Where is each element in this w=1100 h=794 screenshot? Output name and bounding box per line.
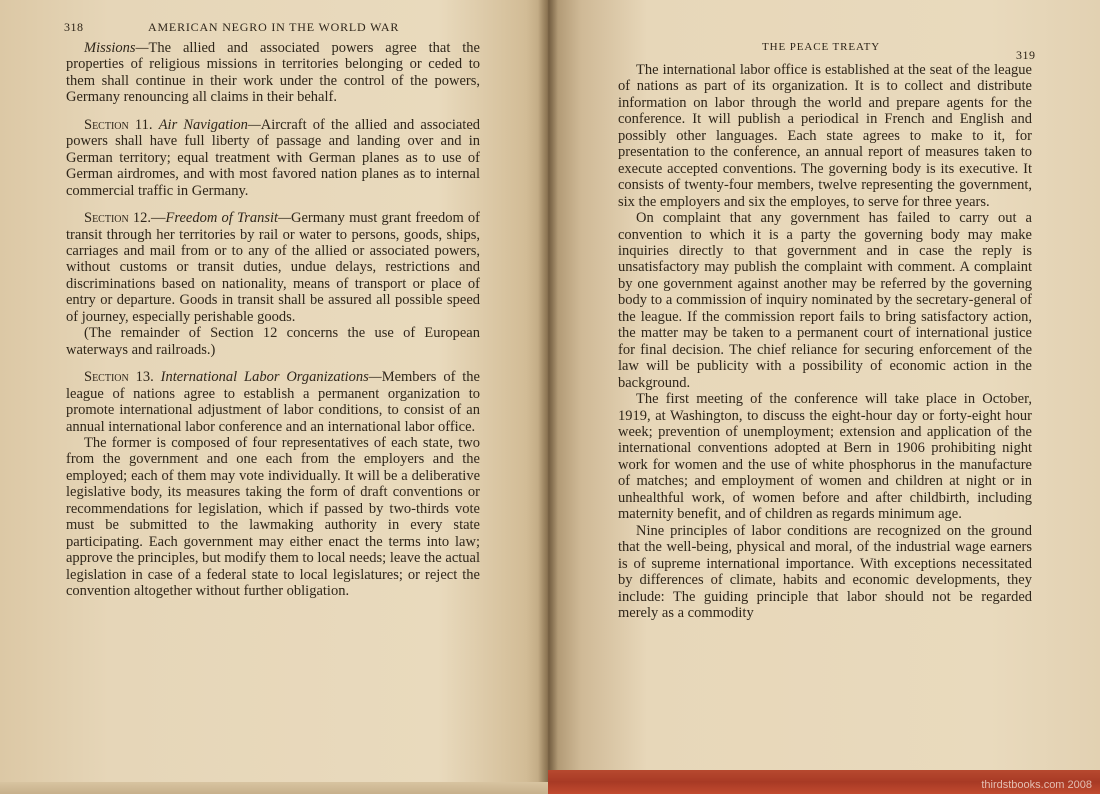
paragraph-first-meeting [618, 391, 1032, 523]
paragraph-section-12-remainder [66, 325, 480, 358]
paragraph-labor-office [618, 62, 1032, 210]
paragraph-text: On complaint that any government has failed to carry out a convention to which it is a party the governing body may make inquiries directly to that government and in case the reply is unsatisfactory may publish the complaint with comment. A complaint by one government against another may be referred by the governing body to a commission of inquiry nominated by the secretary-general of the league. If the commission report fails to bring satisfactory action, the matter may be taken to a permanent court of international justice for final decision. The chief reliance for securing enforcement of the law will be publicity with a possibility of economic action in the background. [618, 210, 1032, 391]
section-heading: International Labor Organizations— [160, 369, 382, 386]
section-label: Section 12.— [84, 210, 166, 227]
section-heading: Missions— [84, 40, 149, 56]
left-running-head: AMERICAN NEGRO IN THE WORLD WAR [148, 20, 400, 34]
paragraph-text: The international labor office is established at the seat of the league of nations as part of its organization. It is to collect and distribute information on labor through the world and prepare agents for the conference. It will publish a periodical in French and English and possibly other languages. Each state agrees to make to it, for presentation to the conference, an annual report of measures taken to execute accepted conventions. The governing body is its executive. It consists of twenty-four members, twelve representing the government, six the employers and six the employes, to serve for three years. [618, 62, 1032, 210]
paragraph-section-13 [66, 369, 480, 435]
paragraph-text: (The remainder of Section 12 concerns the use of European waterways and railroads.) [66, 325, 480, 358]
paragraph-missions [66, 40, 480, 106]
left-page-body [66, 40, 480, 600]
paragraph-text: The former is composed of four representatives of each state, two from the government and one each from the employers and the employed; each of them may vote individually. It will be a deliberative legislative body, its measures taking the form of draft conventions or recommendations for legislation, which if passed by two-thirds vote must be submitted to the lawmaking authority in every state participating. Each government may either enact the terms into law; approve the principles, but modify them to local needs; leave the actual legislation in case of a federal state to local legislatures; or reject the convention altogether without further obligation. [66, 434, 480, 600]
paragraph-text: The first meeting of the conference will take place in October, 1919, at Washington, to discuss the eight-hour day or forty-eight hour week; prevention of unemployment; extension and application of the international conventions adopted at Bern in 1906 prohibiting night work for women and the use of white phosphorus in the manufacture of matches; and employment of women and children at night or in unhealthful work, of women before and after childbirth, including maternity benefit, and of children as regards minimum age. [618, 391, 1032, 523]
paragraph-text: Germany must grant freedom of transit through her territories by rail or water to persons, goods, ships, carriages and mail from or to any of the allied or associated powers, without customs or transit duties, undue delays, restrictions and discriminations based on nationality, means of transport or place of entry or departure. Goods in transit shall be assured all possible speed of journey, especially perishable goods. [66, 210, 480, 325]
section-label: Section 13. [84, 369, 154, 386]
section-label: Section 11. [84, 116, 153, 133]
paragraph-section-11 [66, 117, 480, 199]
book-gutter [538, 0, 558, 794]
paragraph-text: Nine principles of labor conditions are recognized on the ground that the well-being, physical and moral, of the industrial wage earners is of supreme international importance. With exceptions necessitated by differences of climate, habits and economic developments, they include: The guiding principle that labor should not be regarded merely as a commodity [618, 522, 1032, 621]
section-heading: Freedom of Transit— [165, 210, 291, 227]
right-running-head: THE PEACE TREATY [762, 41, 881, 53]
paragraph-text: Members of the league of nations agree to establish a permanent organization to promote international adjustment of labor conditions, to consist of an annual international labor conference and an international labor office. [66, 369, 480, 435]
paragraph-text: Aircraft of the allied and associated powers shall have full liberty of passage and landing over and in German territory; equal treatment with German planes as to use of German airdromes, and with most favored nation planes as to internal commercial traffic in Germany. [66, 116, 481, 199]
paragraph-text: The allied and associated powers agree that the properties of religious missions in territories belonging or ceded to them shall continue in their work under the control of the powers, Germany renouncing all claims in their behalf. [66, 40, 480, 106]
right-page-number: 319 [1016, 48, 1036, 62]
watermark: thirdstbooks.com 2008 [981, 779, 1092, 791]
left-page-number: 318 [64, 20, 84, 34]
paragraph-section-12 [66, 210, 480, 325]
section-heading: Air Navigation— [158, 116, 261, 133]
paragraph-complaints [618, 210, 1032, 391]
page-edge [0, 782, 548, 794]
right-page-body [618, 62, 1032, 621]
paragraph-nine-principles [618, 523, 1032, 622]
paragraph-conference-composition [66, 435, 480, 600]
